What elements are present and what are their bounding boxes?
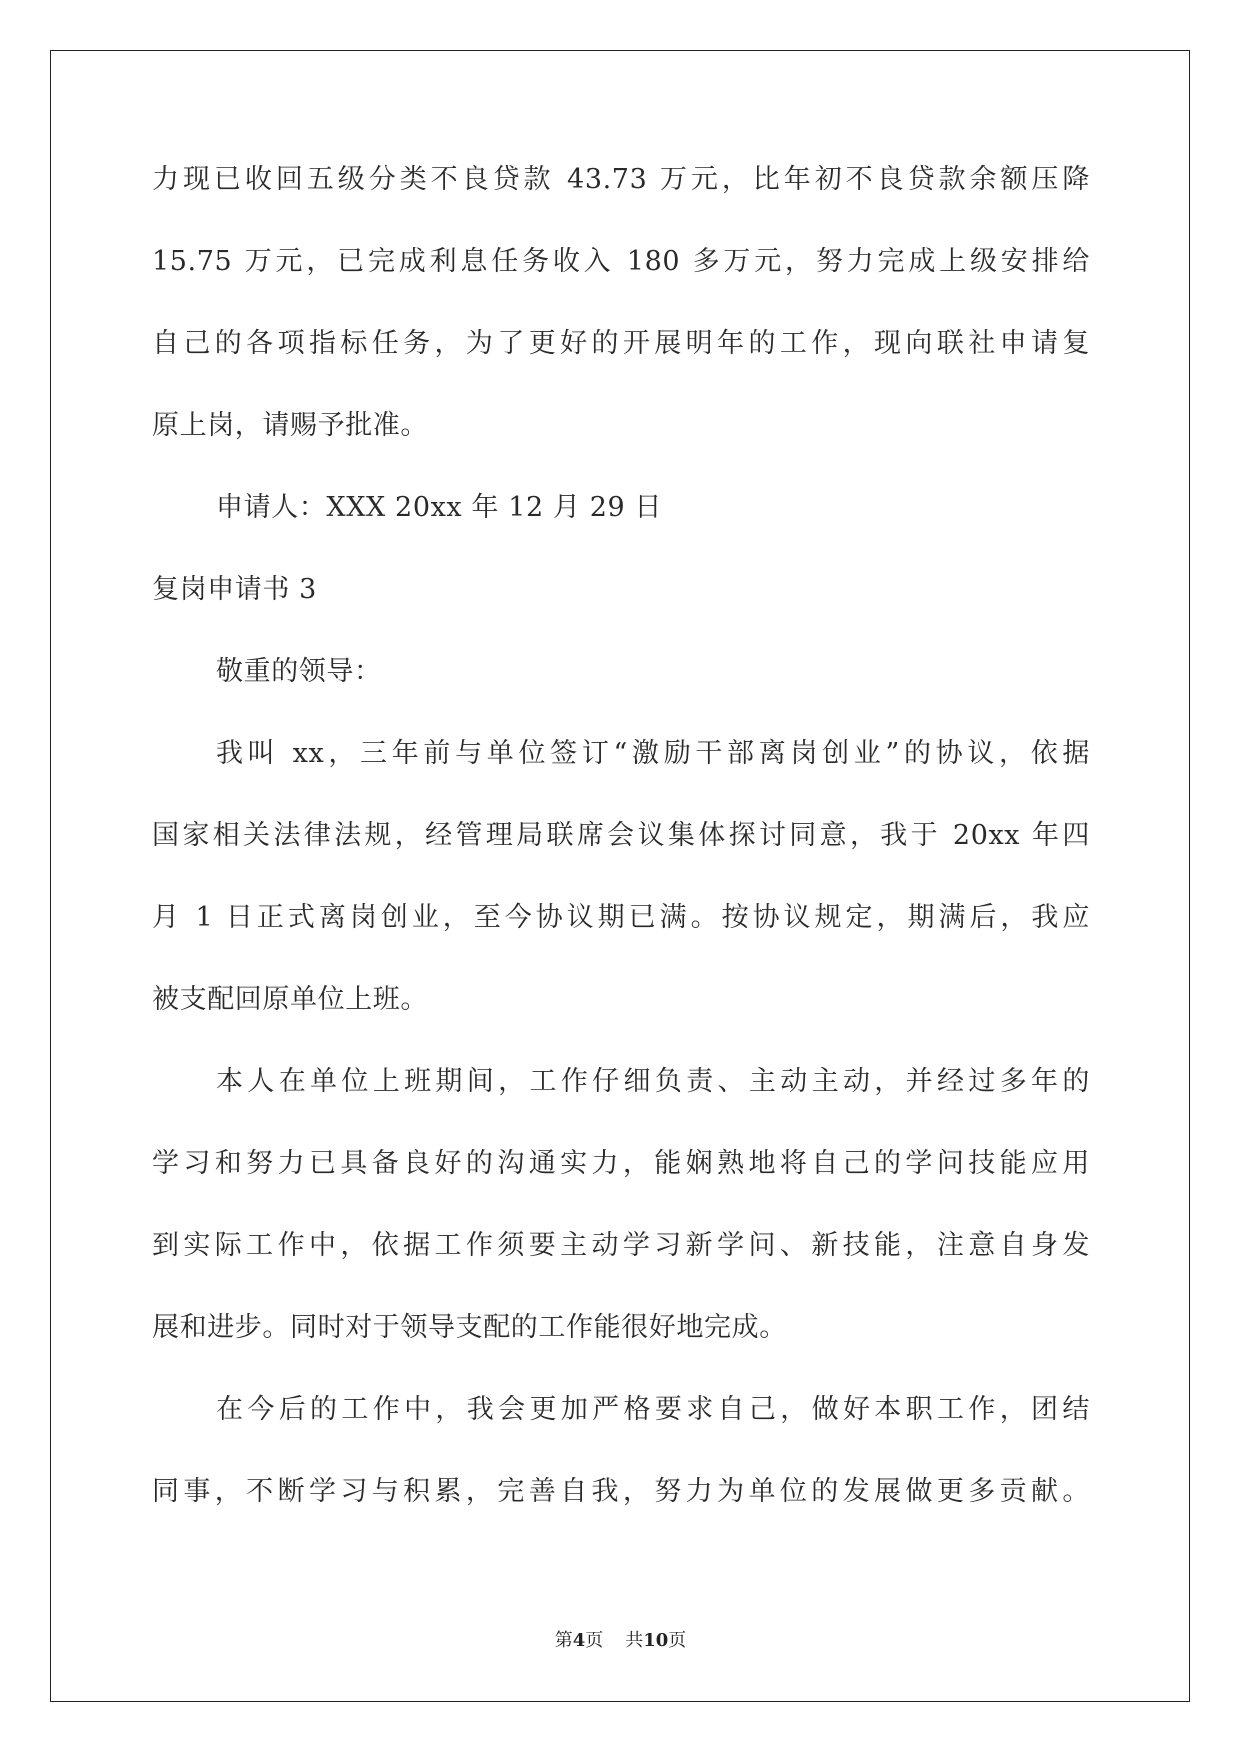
- page-number: 4: [572, 1630, 586, 1651]
- document-body: [152, 163, 1090, 1557]
- page-suffix: 页: [585, 1630, 604, 1651]
- text-line: 展和进步。同时对于领导支配的工作能很好地完成。: [152, 1312, 787, 1343]
- page-footer: [0, 1626, 1241, 1652]
- signature-line: 申请人：XXX 20xx 年 12 月 29 日: [216, 492, 663, 523]
- text-line: 15.75 万元，已完成利息任务收入 180 多万元，努力完成上级安排给: [152, 246, 1090, 277]
- page-prefix: 第: [554, 1630, 573, 1651]
- text-line: 到实际工作中，依据工作须要主动学习新学问、新技能，注意自身发: [152, 1230, 1090, 1261]
- text-line: 同事，不断学习与积累，完善自我，努力为单位的发展做更多贡献。: [152, 1476, 1090, 1507]
- section-heading: 复岗申请书 3: [152, 574, 317, 605]
- text-line: 自己的各项指标任务，为了更好的开展明年的工作，现向联社申请复: [152, 328, 1090, 359]
- text-line: 力现已收回五级分类不良贷款 43.73 万元，比年初不良贷款余额压降: [152, 164, 1090, 195]
- text-line: 月 1 日正式离岗创业，至今协议期已满。按协议规定，期满后，我应: [152, 902, 1090, 933]
- text-line: 我叫 xx，三年前与单位签订“激励干部离岗创业”的协议，依据: [216, 738, 1090, 769]
- total-pages: 10: [643, 1630, 669, 1651]
- text-line: 学习和努力已具备良好的沟通实力，能娴熟地将自己的学问技能应用: [152, 1148, 1090, 1179]
- text-line: 在今后的工作中，我会更加严格要求自己，做好本职工作，团结: [216, 1394, 1090, 1425]
- text-line: 国家相关法律法规，经管理局联席会议集体探讨同意，我于 20xx 年四: [152, 820, 1090, 851]
- total-suffix: 页: [668, 1630, 687, 1651]
- total-prefix: 共: [625, 1630, 644, 1651]
- text-line: 本人在单位上班期间，工作仔细负责、主动主动，并经过多年的: [216, 1066, 1090, 1097]
- text-line: 原上岗，请赐予批准。: [152, 410, 428, 441]
- text-line: 被支配回原单位上班。: [152, 984, 428, 1015]
- salutation: 敬重的领导：: [216, 656, 382, 687]
